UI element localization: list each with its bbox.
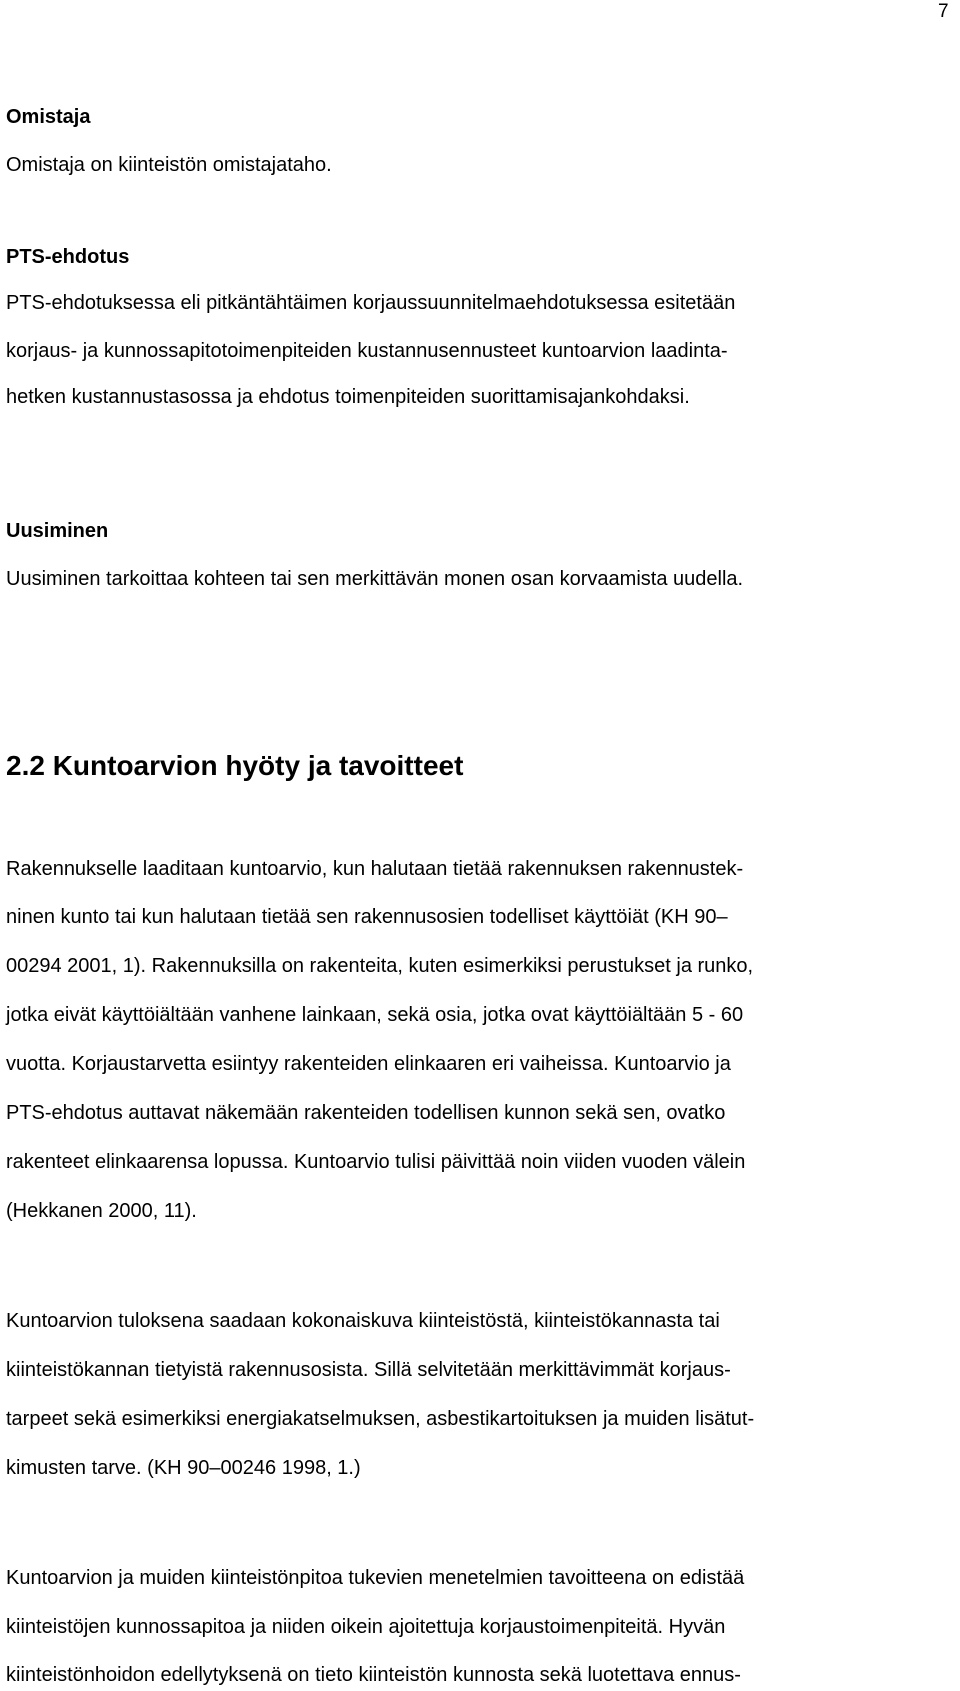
paragraph-line: Kuntoarvion tuloksena saadaan kokonaiskuva kiinteistöstä, kiinteistökannasta tai: [6, 1310, 720, 1332]
definition-term: Uusiminen: [6, 520, 109, 542]
paragraph-line: Rakennukselle laaditaan kuntoarvio, kun halutaan tietää rakennuksen rakennustek-: [6, 858, 744, 880]
paragraph-line: vuotta. Korjaustarvetta esiintyy rakenteiden elinkaaren eri vaiheissa. Kuntoarvio ja: [6, 1053, 731, 1075]
paragraph-line: jotka eivät käyttöiältään vanhene lainkaan, sekä osia, jotka ovat käyttöiältään 5 - 60: [6, 1004, 744, 1026]
paragraph-line: (Hekkanen 2000, 11).: [6, 1200, 197, 1222]
paragraph-line: tarpeet sekä esimerkiksi energiakatselmuksen, asbestikartoituksen ja muiden lisätut-: [6, 1408, 755, 1430]
paragraph-line: ninen kunto tai kun halutaan tietää sen rakennusosien todelliset käyttöiät (KH 90–: [6, 906, 728, 928]
section-heading: 2.2 Kuntoarvion hyöty ja tavoitteet: [6, 750, 464, 781]
paragraph-line: kiinteistökannan tietyistä rakennusosista. Sillä selvitetään merkittävimmät korjaus-: [6, 1359, 731, 1381]
paragraph-line: rakenteet elinkaarensa lopussa. Kuntoarvio tulisi päivittää noin viiden vuoden välein: [6, 1151, 746, 1173]
paragraph-line: Kuntoarvion ja muiden kiinteistönpitoa tukevien menetelmien tavoitteena on edistää: [6, 1567, 745, 1589]
definition-text-line: PTS-ehdotuksessa eli pitkäntähtäimen korjaussuunnitelmaehdotuksessa esitetään: [6, 292, 736, 314]
paragraph-line: 00294 2001, 1). Rakennuksilla on rakenteita, kuten esimerkiksi perustukset ja runko,: [6, 955, 754, 977]
paragraph-line: kiinteistöjen kunnossapitoa ja niiden oikein ajoitettuja korjaustoimenpiteitä. Hyvän: [6, 1616, 726, 1638]
paragraph-line: kimusten tarve. (KH 90–00246 1998, 1.): [6, 1457, 361, 1479]
page-number: 7: [938, 1, 949, 22]
definition-term: PTS-ehdotus: [6, 246, 130, 268]
definition-text-line: hetken kustannustasossa ja ehdotus toimenpiteiden suorittamisajankohdaksi.: [6, 386, 690, 408]
definition-text-line: Uusiminen tarkoittaa kohteen tai sen merkittävän monen osan korvaamista uudella.: [6, 568, 744, 590]
paragraph-line: kiinteistönhoidon edellytyksenä on tieto kiinteistön kunnosta sekä luotettava ennus-: [6, 1664, 741, 1686]
paragraph-line: PTS-ehdotus auttavat näkemään rakenteiden todellisen kunnon sekä sen, ovatko: [6, 1102, 726, 1124]
definition-text-line: korjaus- ja kunnossapitotoimenpiteiden kustannusennusteet kuntoarvion laadinta-: [6, 340, 728, 362]
definition-term: Omistaja: [6, 106, 91, 128]
definition-text-line: Omistaja on kiinteistön omistajataho.: [6, 154, 332, 176]
